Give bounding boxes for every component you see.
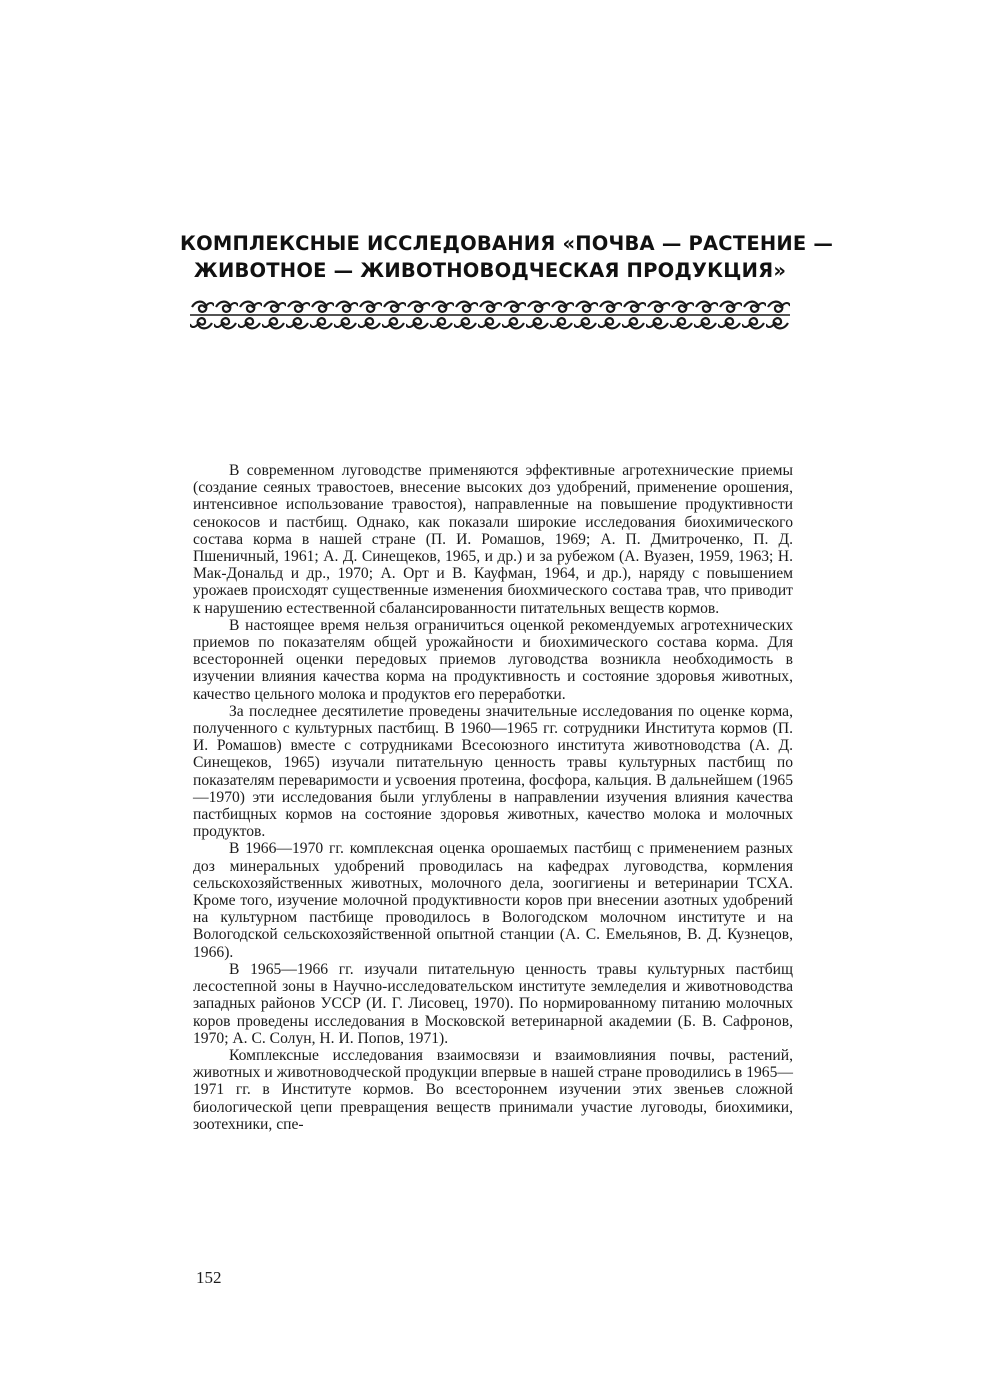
paragraph-5: В 1965—1966 гг. изучали питательную ценность травы культурных пастбищ лесостепной зоны в Научно-исследовательском институте земледелия и животноводства западных районов УССР (И. Г. Лисовец, 1970). По нормированному питанию молочных коров проведены исследования в Московской ветеринарной академии (Б. В. Сафронов, 1970; А. С. Солун, Н. И. Попов, 1971).: [193, 960, 793, 1047]
title-line-2: ЖИВОТНОЕ — ЖИВОТНОВОДЧЕСКАЯ ПРОДУКЦИЯ»: [193, 259, 787, 282]
paragraph-1: В современном луговодстве применяются эффективные агротехнические приемы (создание сеяных травостоев, внесение высоких доз удобрений, применение орошения, интенсивное использование травостоя), направленные на повышение продуктивности сенокосов и пастбищ. Однако, как показали широкие исследования биохимического состава корма в нашей стране (П. И. Ромашов, 1969; А. П. Дмитроченко, П. Д. Пшеничный, 1961; А. Д. Синещеков, 1965, и др.) и за рубежом (А. Вуазен, 1959, 1963; Н. Мак-Дональд и др., 1970; А. Орт и В. Кауфман, 1964, и др.), наряду с повышением урожаев происходят существенные изменения биохмического состава трав, что приводит к нарушению естественной сбалансированности питательных веществ кормов.: [193, 462, 793, 617]
page-title: [180, 230, 834, 284]
paragraph-3: За последнее десятилетие проведены значительные исследования по оценке корма, полученного с культурных пастбищ. В 1960—1965 гг. сотрудники Института кормов (П. И. Ромашов) вместе с сотрудниками Всесоюзного института животноводства (А. Д. Синещеков, 1965) изучали питательную ценность травы культурных пастбищ по показателям переваримости и усвоения протеина, фосфора, кальция. В дальнейшем (1965—1970) эти исследования были углублены в направлении изучения влияния качества пастбищных кормов на состояние здоровья животных, качество молока и молочных продуктов.: [193, 702, 793, 841]
page-number: 152: [196, 1268, 222, 1287]
article-body: [193, 462, 793, 1133]
title-line-1: КОМПЛЕКСНЫЕ ИССЛЕДОВАНИЯ «ПОЧВА — РАСТЕНИЕ —: [180, 232, 834, 255]
decorative-border-icon: [190, 298, 790, 332]
paragraph-6: Комплексные исследования взаимосвязи и взаимовлияния почвы, растений, животных и животноводческой продукции впервые в нашей стране проводились в 1965—1971 гг. в Институте кормов. Во всестороннем изучении этих звеньев сложной биологической цепи превращения веществ принимали участие луговоды, биохимики, зоотехники, спе-: [193, 1046, 793, 1133]
paragraph-2: В настоящее время нельзя ограничиться оценкой рекомендуемых агротехнических приемов по показателям общей урожайности и биохимического состава корма. Для всесторонней оценки передовых приемов луговодства возникла необходимость в изучении влияния качества корма на продуктивность и состояние здоровья животных, качество цельного молока и продуктов его переработки.: [193, 616, 793, 703]
paragraph-4: В 1966—1970 гг. комплексная оценка орошаемых пастбищ с применением разных доз минеральных удобрений проводилась на кафедрах луговодства, кормления сельскохозяйственных животных, молочного дела, зоогигиены и ветеринарии ТСХА. Кроме того, изучение молочной продуктивности коров при внесении азотных удобрений на культурном пастбище проводилось в Вологодском молочном институте и на Вологодской сельскохозяйственной опытной станции (А. С. Емельянов, В. Д. Кузнецов, 1966).: [193, 840, 793, 961]
